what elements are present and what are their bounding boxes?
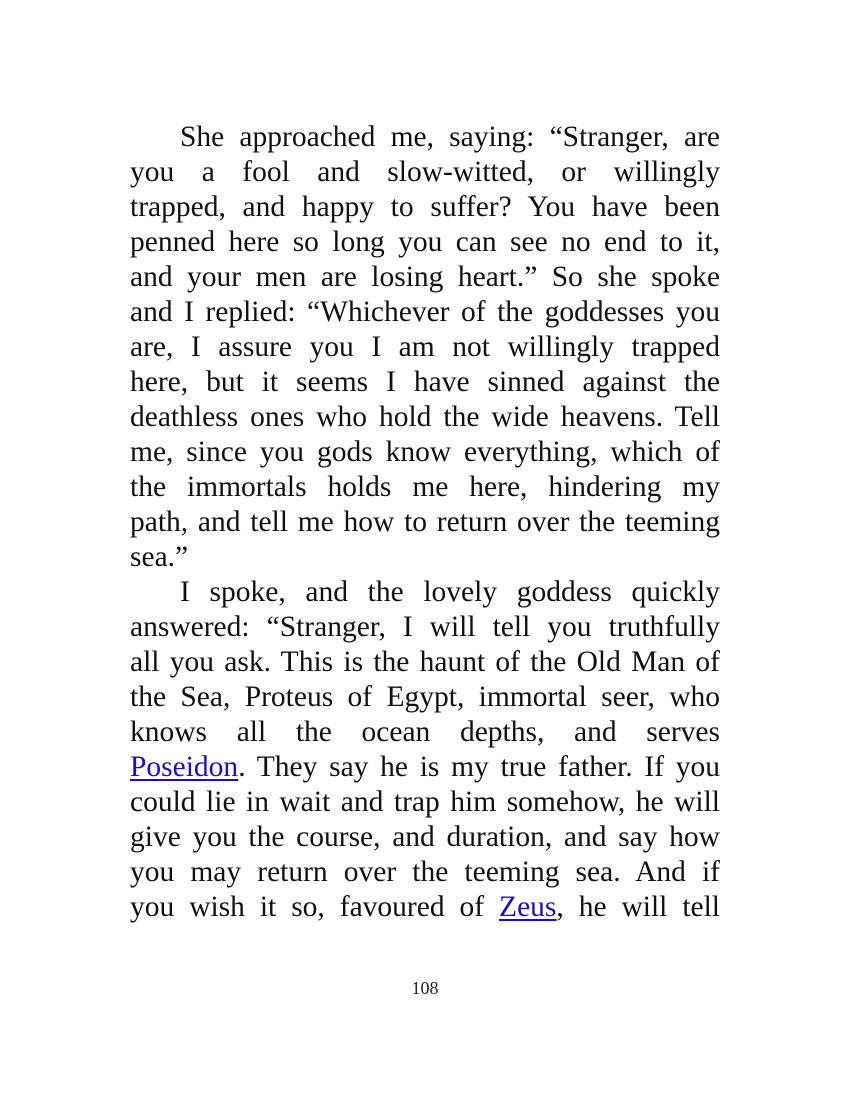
text-line: deathless ones who hold the wide heavens. Tell xyxy=(130,401,720,433)
text-line xyxy=(130,750,720,785)
text-line: the Sea, Proteus of Egypt, immortal seer, who xyxy=(130,681,720,713)
text-line: path, and tell me how to return over the teeming xyxy=(130,506,720,538)
text-line: answered: “Stranger, I will tell you truthfully xyxy=(130,611,720,643)
text-line: the immortals holds me here, hindering my xyxy=(130,471,720,503)
text-line: She approached me, saying: “Stranger, are xyxy=(180,121,720,153)
text-line: trapped, and happy to suffer? You have been xyxy=(130,191,720,223)
text-line: and your men are losing heart.” So she spoke xyxy=(130,261,720,293)
text-line: and I replied: “Whichever of the goddesses you xyxy=(130,296,720,328)
text-line: penned here so long you can see no end to it, xyxy=(130,226,720,258)
text-segment: you wish it so, favoured of xyxy=(130,891,500,923)
page-number: 108 xyxy=(411,978,439,998)
text-line: knows all the ocean depths, and serves xyxy=(130,716,720,748)
body-text xyxy=(130,120,720,925)
text-line: sea.” xyxy=(130,541,189,573)
text-line xyxy=(130,890,720,925)
text-line: are, I assure you I am not willingly trapped xyxy=(130,331,720,363)
text-line: could lie in wait and trap him somehow, he will xyxy=(130,786,720,818)
text-line: give you the course, and duration, and say how xyxy=(130,821,720,853)
text-line: I spoke, and the lovely goddess quickly xyxy=(180,576,720,608)
text-line: you a fool and slow-witted, or willingly xyxy=(130,156,720,188)
zeus-link[interactable]: Zeus xyxy=(499,891,557,923)
text-segment: . They say he is my true father. If you xyxy=(238,751,720,783)
text-line: all you ask. This is the haunt of the Old Man of xyxy=(130,646,720,678)
text-line: here, but it seems I have sinned against the xyxy=(130,366,720,398)
text-line: you may return over the teeming sea. And if xyxy=(130,856,720,888)
text-segment: , he will tell xyxy=(556,891,721,923)
poseidon-link[interactable]: Poseidon xyxy=(130,751,239,783)
text-line: me, since you gods know everything, which of xyxy=(130,436,720,468)
